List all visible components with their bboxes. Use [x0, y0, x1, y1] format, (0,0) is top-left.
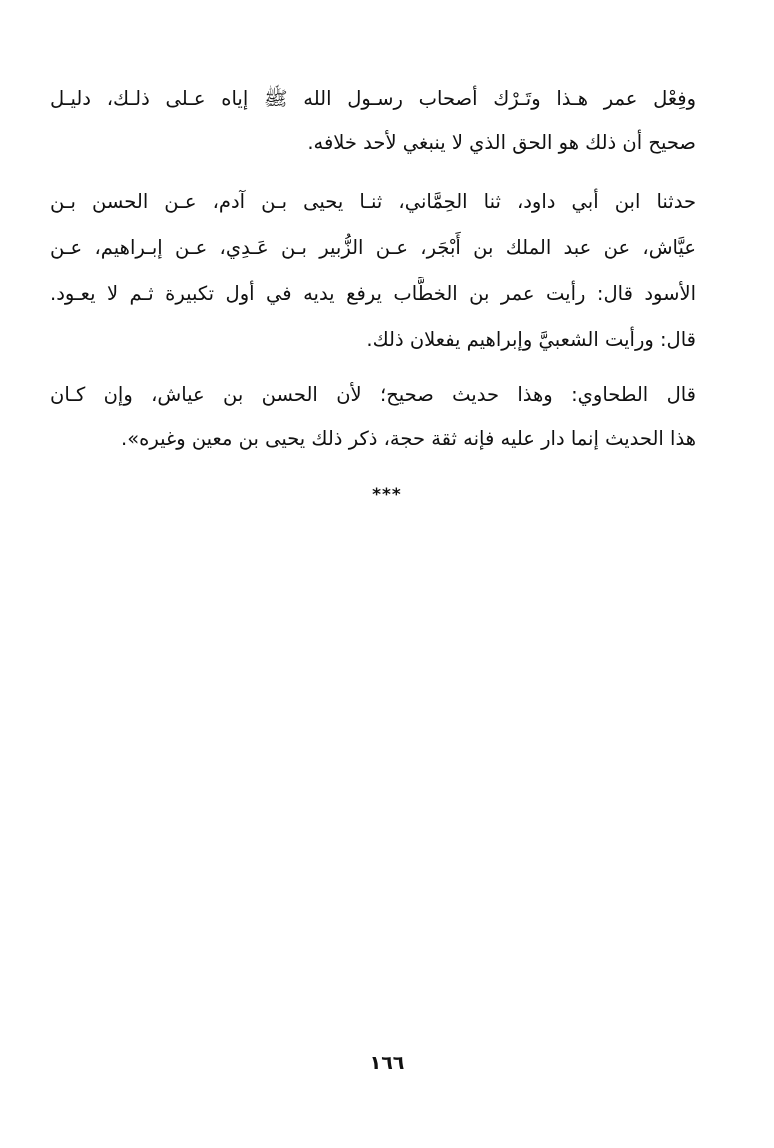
section-separator: ***: [372, 485, 402, 505]
text-line: الأسود قال: رأيت عمر بن الخطَّاب يرفع يديه في أول تكبيرة ثـم لا يعـود.: [50, 282, 696, 305]
text-line: عيَّاش، عن عبد الملك بن أَبْجَر، عـن الزُّبير بـن عَـدِي، عـن إبـراهيم، عـن: [50, 236, 696, 259]
text-line: هذا الحديث إنما دار عليه فإنه ثقة حجة، ذكر ذلك يحيى بن معين وغيره».: [121, 427, 696, 450]
text-line: وفِعْل عمر هـذا وتَـرْك أصحاب رسـول الله ﷺ إياه عـلى ذلـك، دليـل: [50, 87, 696, 110]
text-line: صحيح أن ذلك هو الحق الذي لا ينبغي لأحد خلافه.: [307, 131, 696, 154]
paragraph-tahawi-comment: [50, 378, 696, 468]
text-line: حدثنا ابن أبي داود، ثنا الحِمَّاني، ثنـا يحيى بـن آدم، عـن الحسن بـن: [50, 190, 696, 213]
text-line: قال الطحاوي: وهذا حديث صحيح؛ لأن الحسن بن عياش، وإن كـان: [50, 383, 696, 406]
page-number: ١٦٦: [369, 1052, 405, 1074]
text-line: قال: ورأيت الشعبيَّ وإبراهيم يفعلان ذلك.: [366, 328, 696, 351]
paragraph-hadith-chain: [50, 185, 696, 365]
paragraph-umar-practice: [50, 82, 696, 172]
